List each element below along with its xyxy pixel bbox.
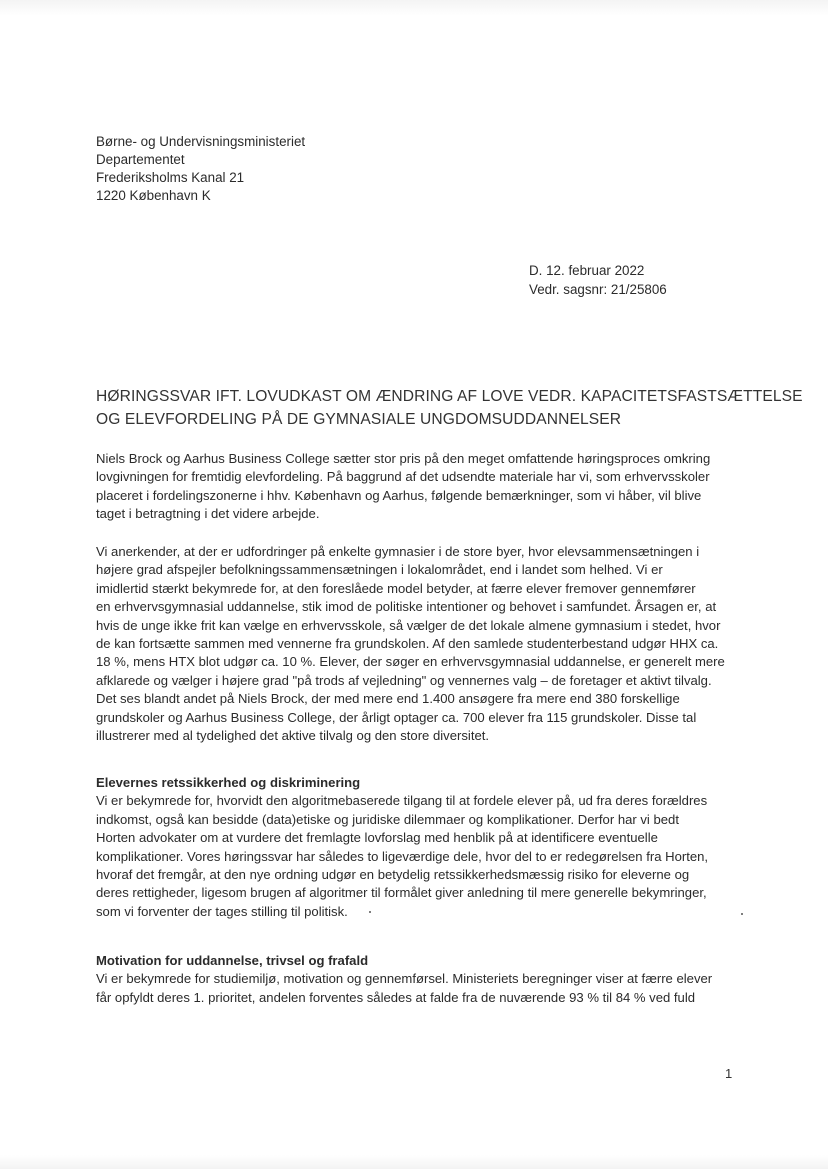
text-line: hvis de unge ikke frit kan vælge en erhvervsskole, så vælger de det lokale almene gymnasium i stedet, hvor: [96, 617, 721, 633]
heading-line: HØRINGSSVAR IFT. LOVUDKAST OM ÆNDRING AF LOVE VEDR. KAPACITETSFASTSÆTTELSE: [96, 388, 803, 405]
page-number: 1: [725, 1066, 733, 1081]
document-heading: [96, 385, 803, 431]
text-line: højere grad afspejler befolkningssammensætningen i lokalområdet, end i landet som helhed. Vi er: [96, 562, 663, 578]
case-number: Vedr. sagsnr: 21/25806: [529, 282, 667, 297]
text-line: 18 %, mens HTX blot udgør ca. 10 %. Elever, der søger en erhvervsgymnasial uddannelse, er generelt mere: [96, 654, 725, 670]
scan-speck: [369, 911, 371, 913]
section-rights: [96, 774, 756, 921]
address-line: Departementet: [96, 152, 185, 167]
text-line: afklarede og vælger i højere grad "på trods af vejledning" og vennernes valg – de foretager et aktivt tilvalg.: [96, 672, 712, 688]
date-block: [529, 261, 667, 299]
scan-speck: [741, 913, 743, 915]
section-motivation: [96, 952, 756, 1007]
text-line: hvoraf det fremgår, at den nye ordning udgør en betydelig retssikkerhedsmæssig risiko for eleverne og: [96, 867, 690, 883]
address-line: 1220 København K: [96, 188, 211, 203]
text-line: lovgivningen for fremtidig elevfordeling. På baggrund af det udsendte materiale har vi, som erhvervsskoler: [96, 469, 710, 485]
text-line: Det ses blandt andet på Niels Brock, der med mere end 1.400 ansøgere fra mere end 380 forskellige: [96, 691, 680, 707]
text-line: komplikationer. Vores høringssvar har således to ligeværdige dele, hvor del to er redegørelsen fra Horten,: [96, 848, 709, 864]
recipient-address: [96, 133, 305, 205]
scan-edge-bottom: [0, 1155, 828, 1169]
address-line: Frederiksholms Kanal 21: [96, 170, 245, 185]
text-line: Niels Brock og Aarhus Business College sætter stor pris på den meget omfattende høringsproces omkring: [96, 451, 711, 466]
text-line: Horten advokater om at vurdere det fremlagte lovforslag med henblik på at identificere eventuelle: [96, 830, 658, 846]
text-line: deres rettigheder, ligesom brugen af algoritmer til formålet giver anledning til mere generelle bekymringer,: [96, 885, 707, 901]
text-line: taget i betragtning i det videre arbejde.: [96, 506, 320, 522]
heading-line: OG ELEVFORDELING PÅ DE GYMNASIALE UNGDOMSUDDANNELSER: [96, 411, 622, 428]
text-line: grundskoler og Aarhus Business College, der årligt optager ca. 700 elever fra 115 grundskoler. Disse tal: [96, 709, 697, 725]
concerns-paragraph: [96, 543, 756, 745]
text-line: de kan fortsætte sammen med vennerne fra grundskolen. Af den samlede studenterbestand udgør HHX ca.: [96, 636, 719, 652]
text-line: en erhvervsgymnasial uddannelse, stik imod de politiske intentioner og behovet i samfundet. Årsagen er, at: [96, 599, 717, 615]
text-line: Vi anerkender, at der er udfordringer på enkelte gymnasier i de store byer, hvor elevsammensætningen i: [96, 544, 700, 559]
text-line: som vi forventer der tages stilling til politisk.: [96, 903, 348, 919]
scan-edge-top: [0, 0, 828, 16]
text-line: indkomst, også kan besidde (data)etiske og juridiske dilemmaer og komplikationer. Derfor har vi bedt: [96, 811, 679, 827]
section-title: Motivation for uddannelse, trivsel og frafald: [96, 953, 369, 968]
address-line: Børne- og Undervisningsministeriet: [96, 134, 306, 149]
intro-paragraph: [96, 450, 756, 524]
text-line: Vi er bekymrede for, hvorvidt den algoritmebaserede tilgang til at fordele elever på, ud fra deres forældres: [96, 793, 708, 809]
text-line: Vi er bekymrede for studiemiljø, motivation og gennemførsel. Ministeriets beregninger viser at færre elever: [96, 971, 713, 987]
text-line: imidlertid stærkt bekymrede for, at den foreslåede model betyder, at færre elever fremover gennemfører: [96, 580, 696, 596]
text-line: illustrerer med al tydelighed det aktive tilvalg og den store diversitet.: [96, 728, 490, 744]
text-line: får opfyldt deres 1. prioritet, andelen forventes således at falde fra de nuværende 93 % til 84 % ved fuld: [96, 989, 696, 1005]
section-title: Elevernes retssikkerhed og diskriminering: [96, 775, 361, 790]
text-line: placeret i fordelingszonerne i hhv. København og Aarhus, følgende bemærkninger, som vi håber, vil blive: [96, 487, 702, 503]
letter-date: D. 12. februar 2022: [529, 263, 645, 278]
